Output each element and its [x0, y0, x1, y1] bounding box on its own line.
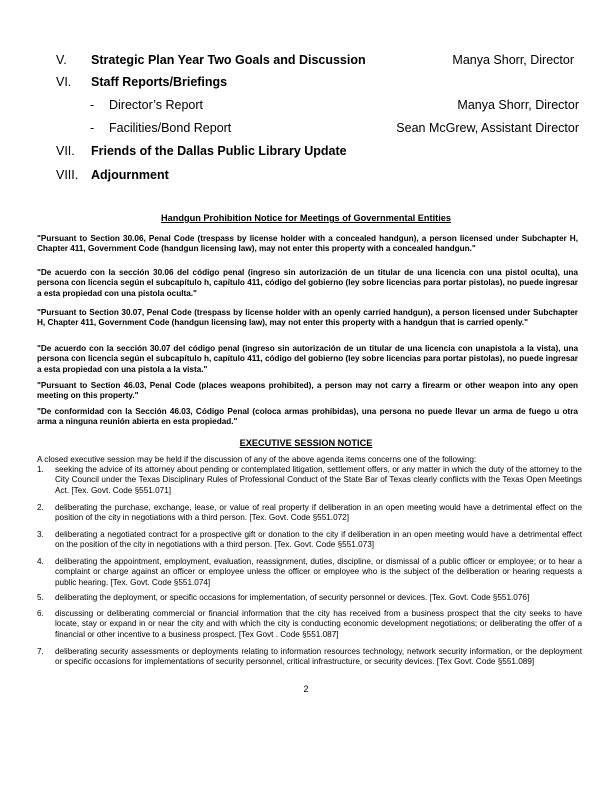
agenda-title: Director’s Report [109, 98, 204, 112]
item-number: 2. [37, 503, 44, 512]
agenda-number: VIII. [56, 168, 79, 182]
item-text: deliberating the deployment, or specific occasions for implementation, of security personnel or devices. [Tex. Govt. Code §551.076] [55, 593, 530, 602]
agenda-item-viii [0, 168, 612, 188]
item-text: deliberating the appointment, employment, evaluation, reassignment, duties, discipline, or dismissal of a public officer or employee; or to hear a complaint or charge against an officer or employee unless the officer or employee who is the subject of the deliberation or hearing requests a public hearing. [Tex. Govt. Code §551.074] [55, 557, 582, 587]
agenda-title: Facilities/Bond Report [109, 121, 232, 135]
agenda-title: Adjournment [91, 168, 169, 182]
item-number: 7. [37, 647, 44, 656]
agenda-item-v [0, 53, 612, 73]
executive-item [37, 593, 582, 603]
agenda-presenter: Manya Shorr, Director [457, 98, 579, 112]
executive-item [37, 609, 582, 640]
executive-session-intro: A closed executive session may be held if the discussion of any of the above agenda items concerns one of the following: [37, 455, 477, 464]
page-number: 2 [303, 684, 309, 694]
handgun-paragraph: "De acuerdo con la sección 30.07 del código penal (ingreso sin autorización de un titular de una licencia con unapistola a la vista), una persona con licencia según el subcapítulo h, capítulo 411, código del gobierno (ley sobre licencias para portar pistolas), no puede ingresar a esta propiedad con una pistola a la vista." [37, 344, 578, 374]
handgun-paragraph: "Pursuant to Section 30.07, Penal Code (trespass by license holder with an openly carried handgun), a person licensed under Subchapter H, Chapter 411, Government Code (handgun licensing law), may not enter this property with a handgun that is carried openly." [37, 308, 578, 328]
item-number: 5. [37, 593, 44, 602]
handgun-paragraph: "Pursuant to Section 30.06, Penal Code (trespass by license holder with a concealed handgun), a person licensed under Subchapter H, Chapter 411, Government Code (handgun licensing law), may not enter this property with a concealed handgun." [37, 234, 578, 254]
agenda-bullet: - [90, 121, 95, 135]
agenda-number: V. [56, 53, 67, 67]
item-text: discussing or deliberating commercial or financial information that the city has received from a business prospect that the city seeks to have locate, stay or expand in or near the city and with which the city is conducting economic development negotiations; or deliberating the offer of a financial or other incentive to a business prospect. [Tex Govt . Code §551.087] [55, 609, 582, 639]
item-text: deliberating a negotiated contract for a prospective gift or donation to the city if deliberation in an open meeting would have a detrimental effect on the position of the city in negotiations with a third person. [Tex. Govt. Code §551.073] [55, 530, 582, 550]
agenda-item-vii [0, 144, 612, 164]
agenda-item-vi [0, 75, 612, 95]
executive-item [37, 647, 582, 668]
agenda-title: Friends of the Dallas Public Library Update [91, 144, 347, 158]
agenda-title: Staff Reports/Briefings [91, 75, 228, 89]
executive-item [37, 465, 582, 496]
agenda-number: VI. [56, 75, 72, 89]
agenda-presenter: Sean McGrew, Assistant Director [396, 121, 579, 135]
agenda-subitem-facilities-report [0, 121, 612, 141]
item-text: seeking the advice of its attorney about pending or contemplated litigation, settlement offers, or any matter in which the duty of the attorney to the City Council under the Texas Disciplinary Rules of Professional Conduct of the State Bar of Texas clearly conflicts with the Texas Open Meetings Act. [Tex. Govt. Code §551.071] [55, 465, 582, 495]
executive-session-heading: EXECUTIVE SESSION NOTICE [239, 438, 373, 448]
agenda-subitem-directors-report [0, 98, 612, 118]
item-number: 6. [37, 609, 44, 618]
agenda-presenter: Manya Shorr, Director [452, 53, 574, 67]
item-number: 4. [37, 557, 44, 566]
executive-item [37, 557, 582, 588]
executive-item [37, 503, 582, 524]
agenda-number: VII. [56, 144, 75, 158]
agenda-title: Strategic Plan Year Two Goals and Discussion [91, 53, 366, 67]
handgun-paragraph: "Pursuant to Section 46.03, Penal Code (places weapons prohibited), a person may not carry a firearm or other weapon into any open meeting on this property." [37, 381, 578, 401]
item-number: 3. [37, 530, 44, 539]
handgun-paragraph: "De conformidad con la Sección 46.03, Código Penal (coloca armas prohibidas), una persona no puede llevar un arma de fuego u otra arma a ninguna reunión abierta en esta propiedad." [37, 407, 578, 427]
executive-item [37, 530, 582, 551]
handgun-paragraph: "De acuerdo con la sección 30.06 del código penal (ingreso sin autorización de un titular de una licencia con una pistol oculta), una persona con licencia según el subcapítulo h, capítulo 411, código del gobierno (ley sobre licencias para portar pistolas), no puede ingresar a esta propiedad con una pistola oculta." [37, 268, 578, 298]
item-number: 1. [37, 465, 44, 474]
agenda-bullet: - [90, 98, 95, 112]
handgun-notice-heading: Handgun Prohibition Notice for Meetings of Governmental Entities [161, 213, 451, 223]
item-text: deliberating security assessments or deployments relating to information resources technology, network security information, or the deployment or specific occasions for implementations of security personnel, critical infrastructure, or security devices. [Tex Govt. Code §551.089] [55, 647, 582, 667]
item-text: deliberating the purchase, exchange, lease, or value of real property if deliberation in an open meeting would have a detrimental effect on the position of the city in negotiations with a third person. [Tex. Govt. Code §551.072] [55, 503, 582, 523]
